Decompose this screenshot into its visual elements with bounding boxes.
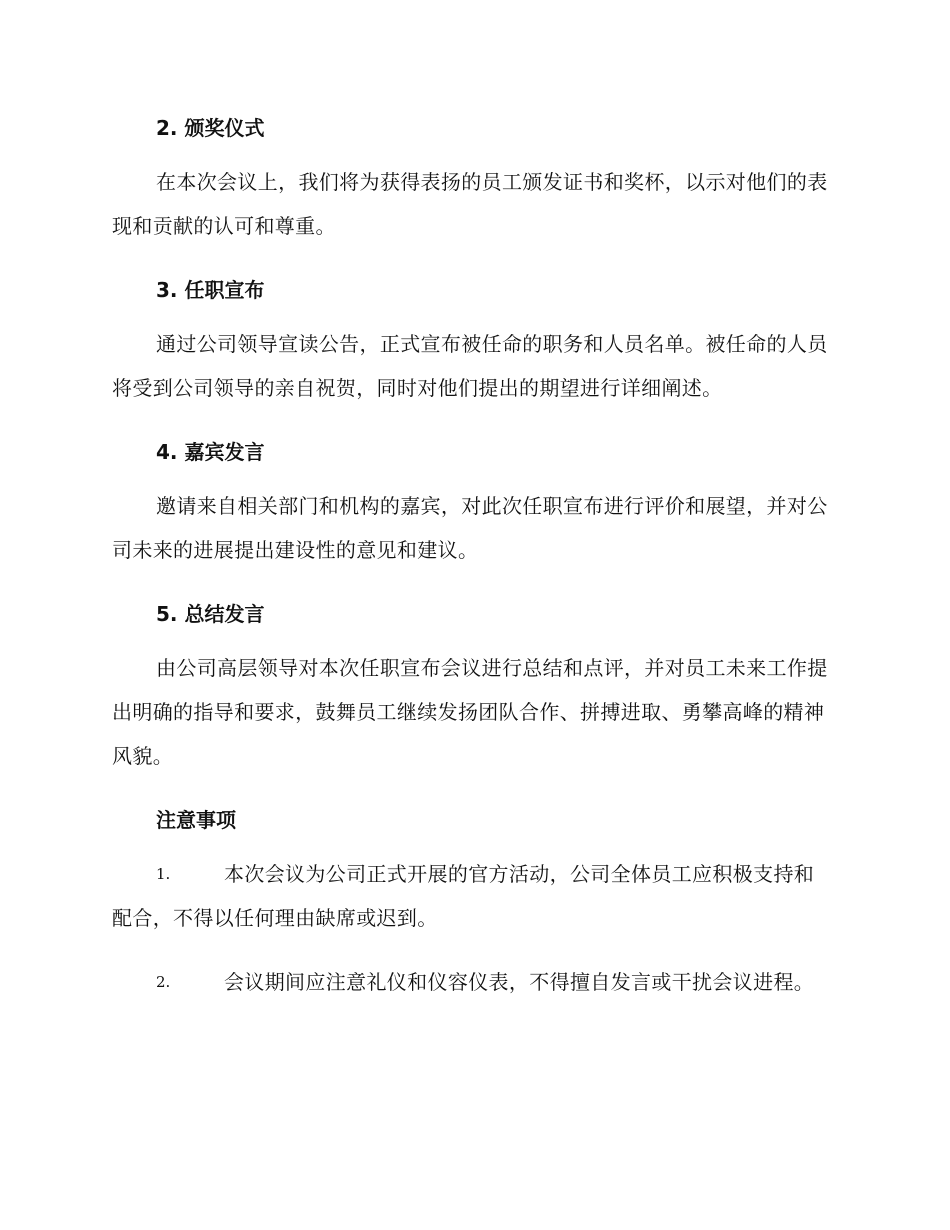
section-heading-appointment-announcement: 3. 任职宣布: [156, 278, 265, 302]
notes-heading: 注意事项: [156, 808, 236, 832]
section-heading-guest-speech: 4. 嘉宾发言: [156, 440, 265, 464]
section-body-summary-speech: 由公司高层领导对本次任职宣布会议进行总结和点评，并对员工未来工作提出明确的指导和要求，鼓舞员工继续发扬团队合作、拼搏进取、勇攀高峰的精神风貌。: [112, 656, 828, 768]
note-item-2: [112, 960, 834, 1004]
section-body-award-ceremony: 在本次会议上，我们将为获得表扬的员工颁发证书和奖杯，以示对他们的表现和贡献的认可和尊重。: [112, 170, 828, 238]
note-item-text: 本次会议为公司正式开展的官方活动，公司全体员工应积极支持和配合，不得以任何理由缺席或迟到。: [112, 862, 815, 930]
section-heading-award-ceremony: 2. 颁奖仪式: [156, 116, 265, 140]
section-body-guest-speech: 邀请来自相关部门和机构的嘉宾，对此次任职宣布进行评价和展望，并对公司未来的进展提出建设性的意见和建议。: [112, 494, 828, 562]
note-item-1: [112, 852, 834, 940]
note-item-number: 1.: [156, 865, 171, 883]
section-body-appointment-announcement: 通过公司领导宣读公告，正式宣布被任命的职务和人员名单。被任命的人员将受到公司领导的亲自祝贺，同时对他们提出的期望进行详细阐述。: [112, 332, 828, 400]
section-heading-summary-speech: 5. 总结发言: [156, 602, 265, 626]
document-content: [112, 106, 834, 1024]
note-item-number: 2.: [156, 973, 171, 991]
note-item-text: 会议期间应注意礼仪和仪容仪表，不得擅自发言或干扰会议进程。: [224, 970, 815, 994]
